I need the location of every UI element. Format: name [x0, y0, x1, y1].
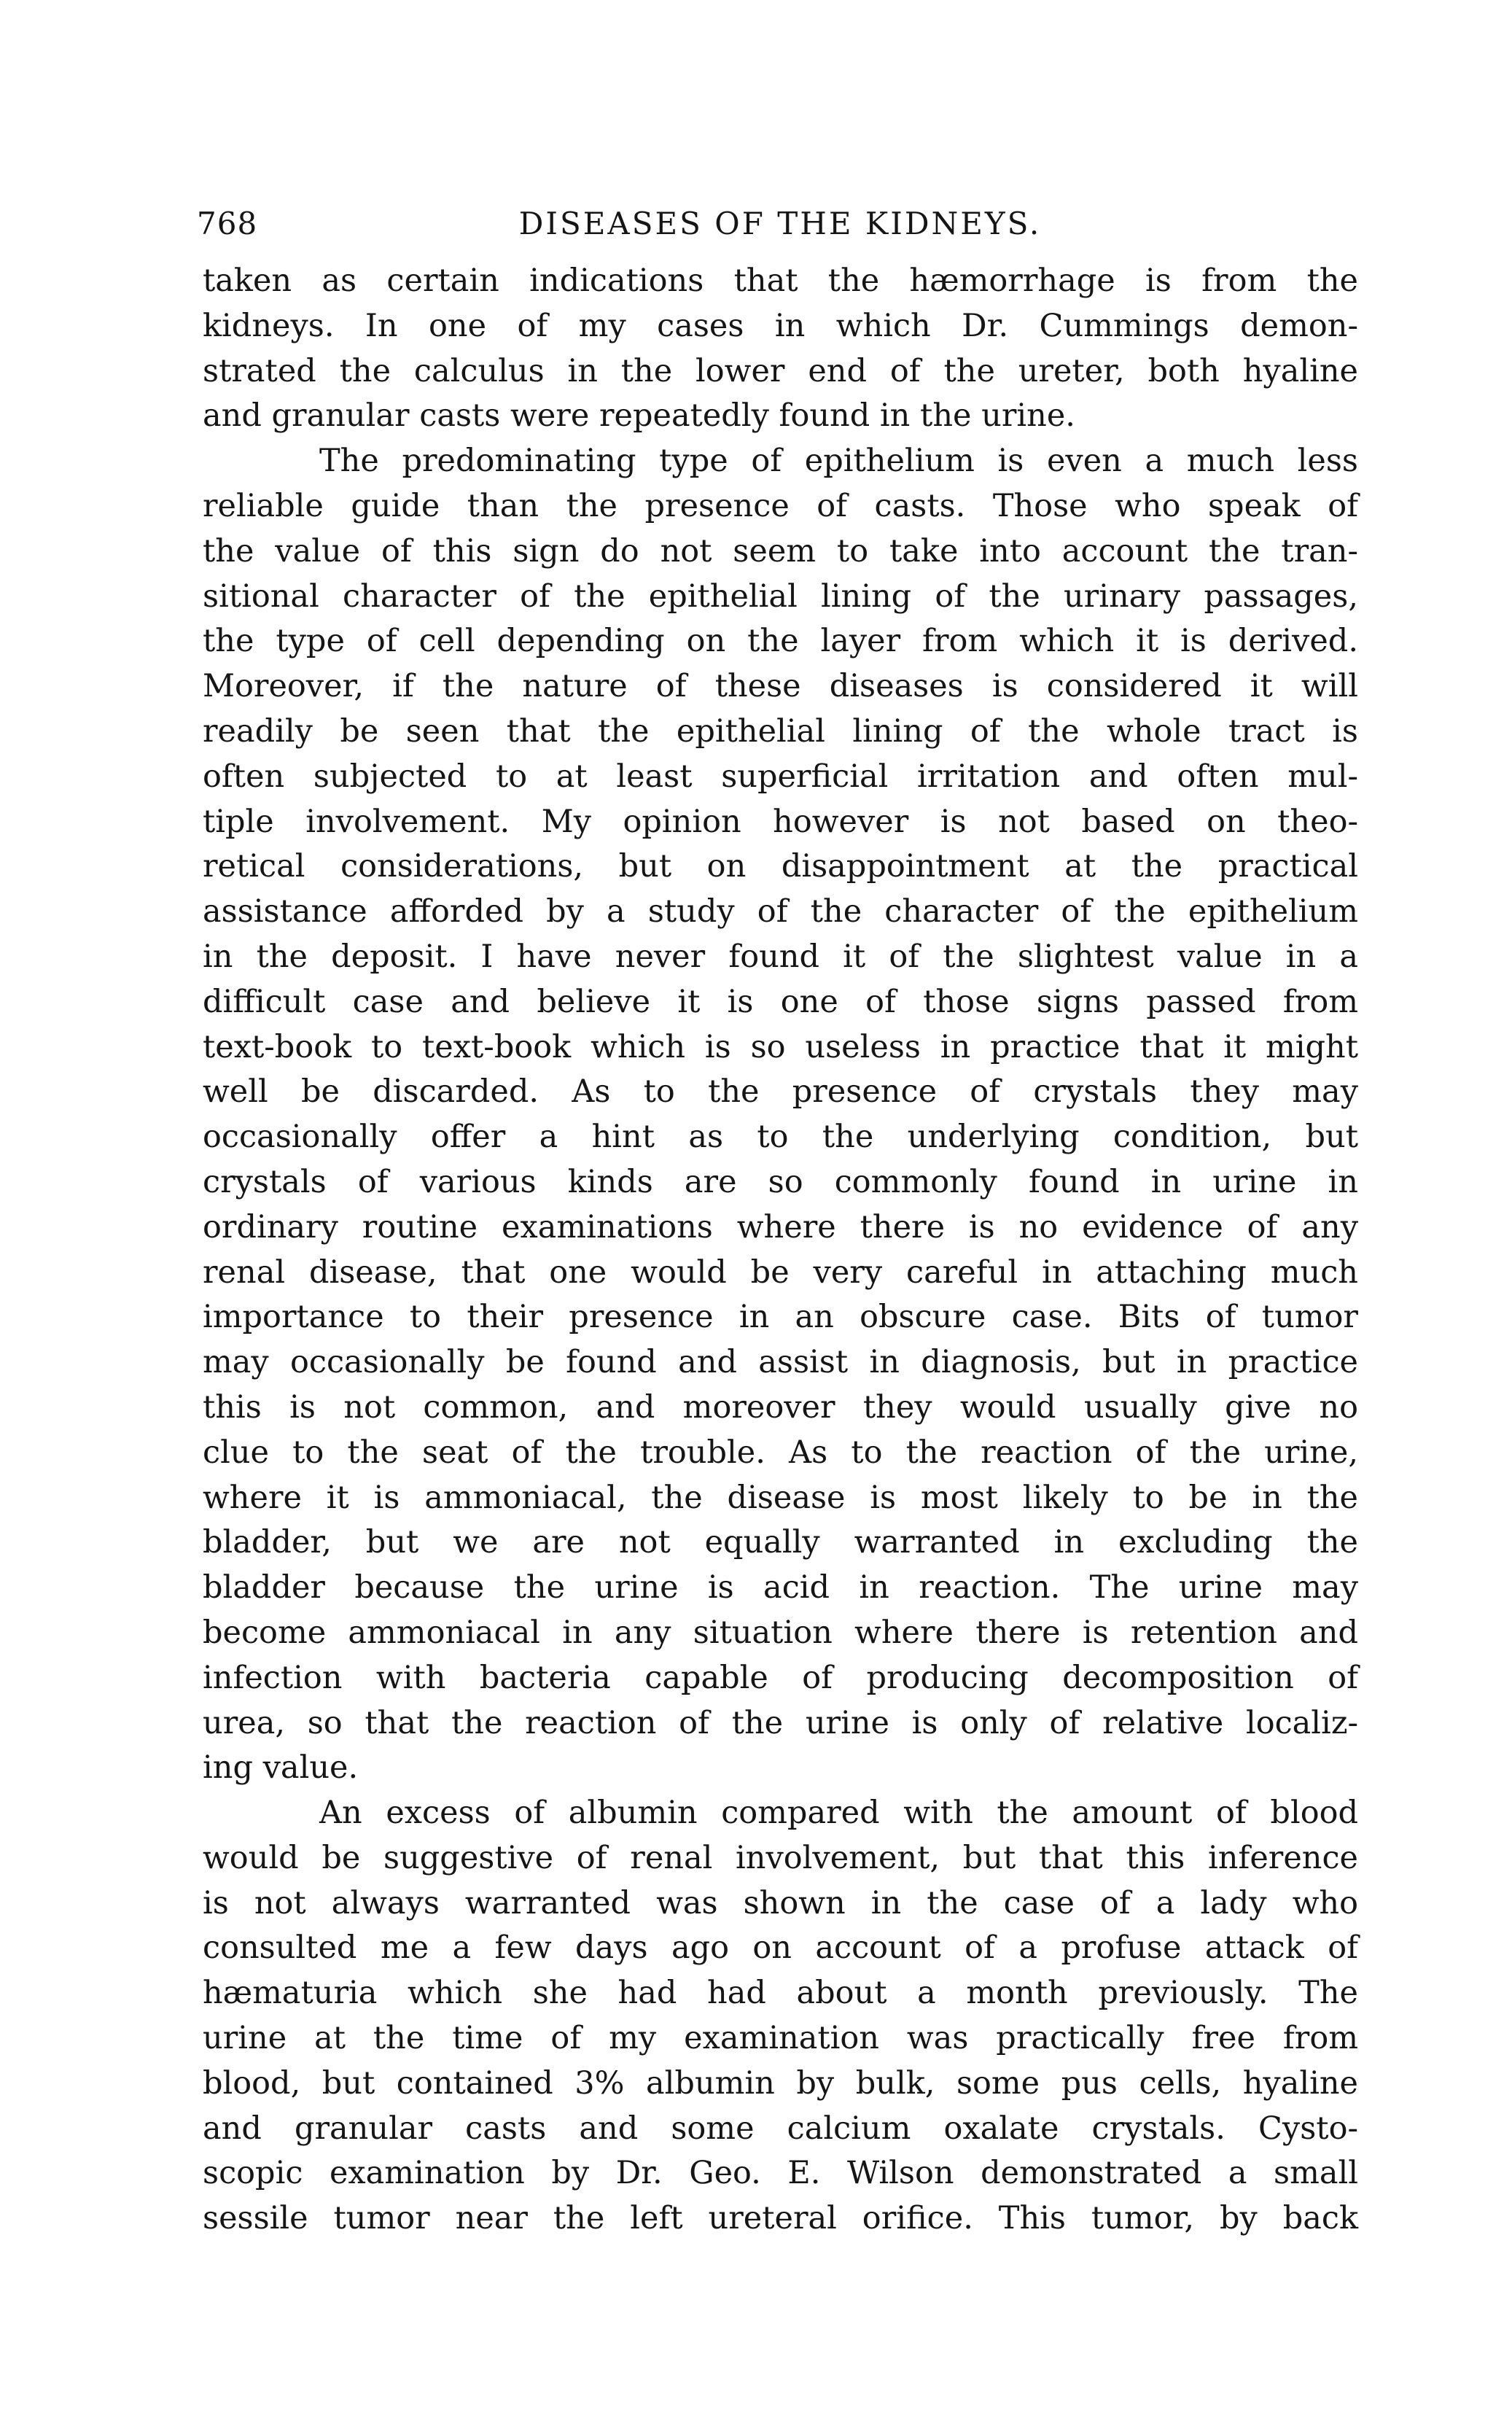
- page-header: [197, 206, 1363, 249]
- text-line: sessile tumor near the left ureteral orifice. This tumor, by back: [203, 2200, 1358, 2237]
- text-line: bladder, but we are not equally warranted in excluding the: [203, 1524, 1358, 1561]
- paragraph: [203, 259, 1358, 439]
- text-line: may occasionally be found and assist in diagnosis, but in practice: [203, 1344, 1358, 1381]
- text-line: the value of this sign do not seem to take into account the tran-: [203, 532, 1358, 570]
- text-line: An excess of albumin compared with the amount of blood: [319, 1795, 1358, 1832]
- text-line: this is not common, and moreover they would usually give no: [203, 1388, 1358, 1426]
- text-line: kidneys. In one of my cases in which Dr. Cummings demon-: [203, 307, 1358, 344]
- text-line: renal disease, that one would be very careful in attaching much: [203, 1254, 1358, 1291]
- page-number: 768: [197, 206, 258, 241]
- paragraph: [203, 1791, 1358, 2242]
- text-line: crystals of various kinds are so commonly found in urine in: [203, 1163, 1358, 1200]
- text-line: ing value.: [203, 1749, 359, 1787]
- text-line: consulted me a few days ago on account of a profuse attack of: [203, 1929, 1358, 1967]
- text-line: where it is ammoniacal, the disease is most likely to be in the: [203, 1479, 1358, 1516]
- text-line: difficult case and believe it is one of those signs passed from: [203, 983, 1358, 1020]
- text-line: Moreover, if the nature of these diseases is considered it will: [203, 668, 1358, 705]
- text-line: become ammoniacal in any situation where there is retention and: [203, 1614, 1358, 1651]
- text-line: and granular casts were repeatedly found in the urine.: [203, 397, 1075, 435]
- text-line: reliable guide than the presence of casts. Those who speak of: [203, 487, 1358, 524]
- text-line: well be discarded. As to the presence of crystals they may: [203, 1073, 1358, 1111]
- text-line: is not always warranted was shown in the case of a lady who: [203, 1884, 1358, 1921]
- running-head: DISEASES OF THE KIDNEYS.: [518, 206, 1042, 241]
- text-line: occasionally offer a hint as to the underlying condition, but: [203, 1119, 1358, 1156]
- text-line: strated the calculus in the lower end of the ureter, both hyaline: [203, 352, 1358, 389]
- text-line: assistance afforded by a study of the character of the epithelium: [203, 893, 1358, 930]
- text-line: text-book to text-book which is so useless in practice that it might: [203, 1028, 1358, 1065]
- text-line: often subjected to at least superficial irritation and often mul-: [203, 758, 1358, 795]
- text-line: the type of cell depending on the layer from which it is derived.: [203, 623, 1358, 660]
- text-line: and granular casts and some calcium oxalate crystals. Cysto-: [203, 2110, 1358, 2147]
- text-line: readily be seen that the epithelial lining of the whole tract is: [203, 712, 1358, 750]
- text-line: blood, but contained 3% albumin by bulk, some pus cells, hyaline: [203, 2064, 1358, 2102]
- text-line: would be suggestive of renal involvement, but that this inference: [203, 1839, 1358, 1876]
- text-line: scopic examination by Dr. Geo. E. Wilson demonstrated a small: [203, 2155, 1358, 2192]
- text-line: infection with bacteria capable of producing decomposition of: [203, 1659, 1358, 1696]
- text-line: urine at the time of my examination was practically free from: [203, 2020, 1358, 2057]
- text-line: tiple involvement. My opinion however is not based on theo-: [203, 803, 1358, 840]
- text-line: hæmaturia which she had had about a month previously. The: [203, 1975, 1358, 2012]
- paragraph: [203, 439, 1358, 1791]
- text-line: taken as certain indications that the hæmorrhage is from the: [203, 263, 1358, 299]
- text-line: The predominating type of epithelium is even a much less: [319, 443, 1358, 480]
- text-line: in the deposit. I have never found it of the slightest value in a: [203, 938, 1358, 975]
- text-line: urea, so that the reaction of the urine is only of relative localiz-: [203, 1704, 1358, 1741]
- text-line: retical considerations, but on disappointment at the practical: [203, 848, 1358, 885]
- text-line: importance to their presence in an obscure case. Bits of tumor: [203, 1299, 1358, 1336]
- text-line: bladder because the urine is acid in reaction. The urine may: [203, 1569, 1358, 1606]
- body-text: [203, 259, 1358, 2242]
- text-line: clue to the seat of the trouble. As to the reaction of the urine,: [203, 1434, 1358, 1471]
- text-line: sitional character of the epithelial lining of the urinary passages,: [203, 578, 1358, 615]
- text-line: ordinary routine examinations where there is no evidence of any: [203, 1208, 1358, 1245]
